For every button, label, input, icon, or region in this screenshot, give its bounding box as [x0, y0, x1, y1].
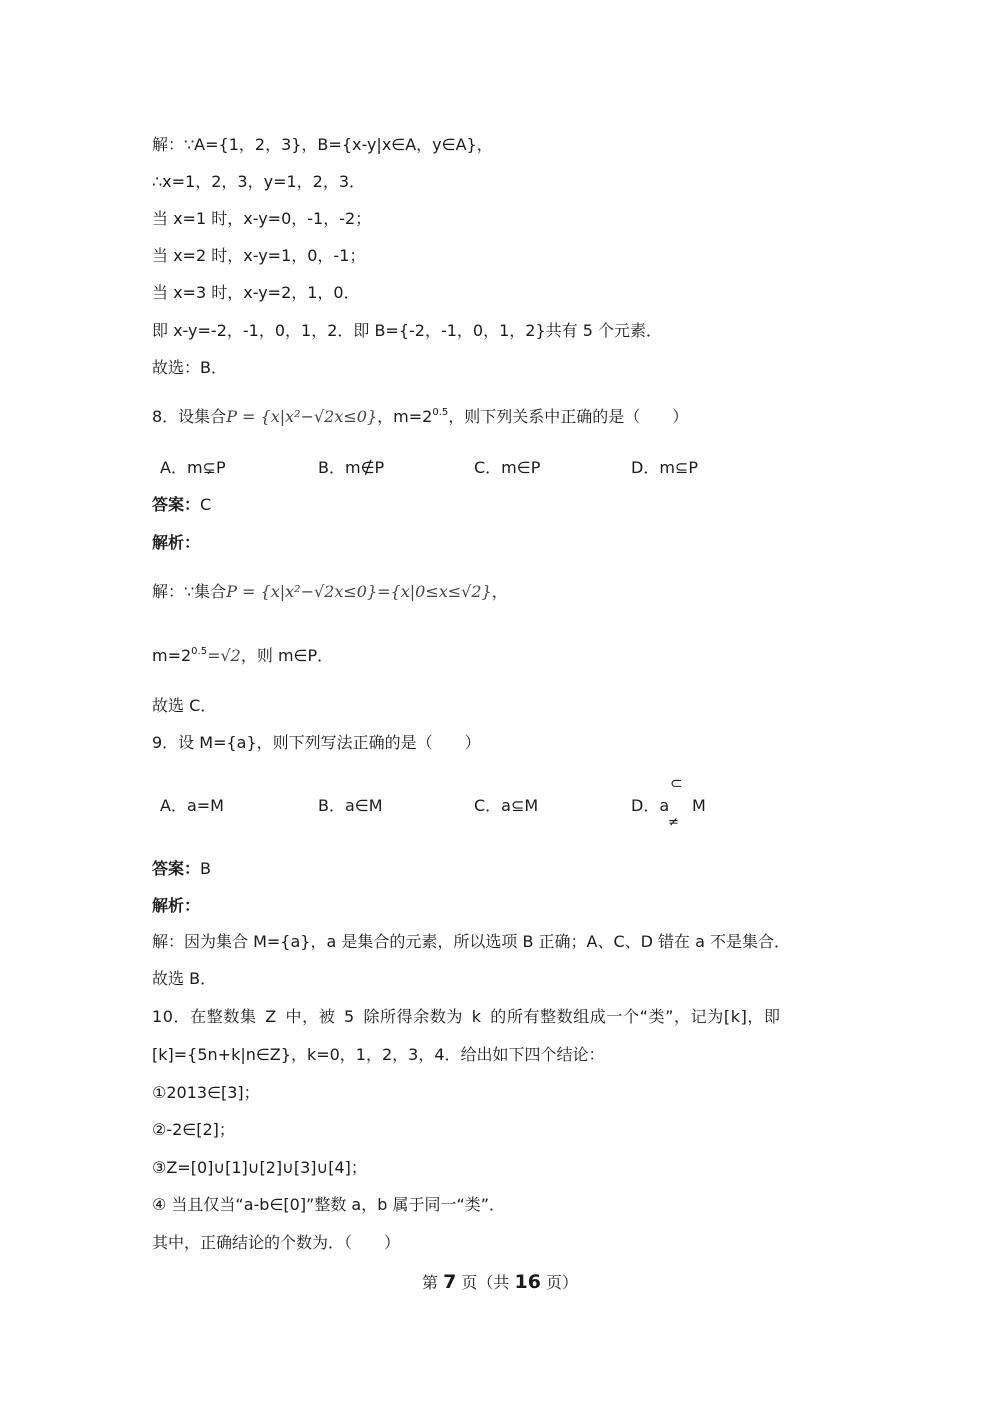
- q8-solution-line-2: [152, 645, 333, 667]
- q7-solution-line-5: 当 x=3 时，x-y=2，1，0．: [152, 283, 360, 302]
- q9-option-d-prefix: D．a: [631, 796, 670, 815]
- q10-item-1: ①2013∈[3]；: [152, 1083, 260, 1102]
- q9-analysis-label: 解析: [152, 896, 185, 915]
- q7-solution-line-4: 当 x=2 时，x-y=1，0，-1；: [152, 246, 366, 265]
- q10-item-2: ②-2∈[2]；: [152, 1120, 235, 1139]
- q9-solution-line-1: 解：因为集合 M={a}，a 是集合的元素，所以选项 B 正确；A、C、D 错在 a 不是集合．: [152, 932, 791, 951]
- q8-stem-m: ，m=2: [377, 407, 433, 426]
- q7-solution-line-3: 当 x=1 时，x-y=0，-1，-2；: [152, 209, 372, 228]
- q9-option-a: A．a=M: [160, 796, 224, 815]
- q8-solution-m-suffix: ，则 m∈P．: [240, 646, 334, 665]
- q10-stem-line-2: [k]={5n+k|n∈Z}，k=0，1，2，3，4．给出如下四个结论：: [152, 1045, 605, 1064]
- q8-solution-suffix: ，: [491, 582, 508, 601]
- q8-stem: [152, 406, 688, 428]
- q9-option-d-not-equal-symbol: ≠: [668, 815, 679, 830]
- footer-suffix: 页）: [540, 1273, 579, 1292]
- q8-answer: [152, 494, 211, 516]
- q8-option-b: B．m∉P: [318, 458, 385, 477]
- q8-solution-prefix: 解：∵集合: [152, 582, 227, 601]
- q9-conclusion: 故选 B．: [152, 969, 217, 988]
- q7-solution-line-6: 即 x-y=-2，-1，0，1，2．即 B={-2，-1，0，1，2}共有 5 个元素．: [152, 321, 662, 340]
- footer-page-number: 7: [443, 1271, 457, 1293]
- q8-stem-exponent: 0.5: [432, 407, 449, 418]
- q8-analysis-heading: [152, 532, 200, 554]
- q7-solution-line-2: ∴x=1，2，3，y=1，2，3．: [152, 172, 366, 191]
- footer-total-pages: 16: [514, 1271, 541, 1293]
- q8-solution-formula: P = {x|x²−√2x≤0}={x|0≤x≤√2}: [226, 582, 492, 601]
- page-footer: [0, 1270, 1000, 1293]
- q8-answer-value: C: [200, 495, 212, 514]
- q9-option-d-subset-symbol: ⊂: [670, 774, 683, 792]
- q7-solution-line-1: 解：∵A={1，2，3}，B={x-y|x∈A，y∈A}，: [152, 135, 493, 154]
- footer-prefix: 第: [421, 1273, 444, 1292]
- q7-conclusion: 故选：B．: [152, 358, 227, 377]
- q9-analysis-sep: ：: [184, 896, 201, 915]
- q8-solution-m: m=2: [152, 646, 192, 665]
- footer-middle: 页（共: [456, 1273, 515, 1292]
- q8-solution-sqrt: =√2: [207, 646, 241, 665]
- q10-item-3: ③Z=[0]∪[1]∪[2]∪[3]∪[4]；: [152, 1158, 367, 1177]
- q9-option-c: C．a⊆M: [474, 796, 539, 815]
- q9-answer-sep: ：: [184, 859, 201, 878]
- q9-option-b: B．a∈M: [318, 796, 383, 815]
- q8-solution-exponent: 0.5: [191, 646, 208, 657]
- q9-stem: 9．设 M={a}，则下列写法正确的是（ ）: [152, 733, 481, 752]
- q8-solution-line-1: [152, 581, 508, 603]
- q9-answer: [152, 858, 211, 880]
- q8-answer-sep: ：: [184, 495, 201, 514]
- q10-question: 其中，正确结论的个数为．（ ）: [152, 1233, 401, 1252]
- q8-conclusion: 故选 C．: [152, 696, 217, 715]
- q8-option-d: D．m⊆P: [631, 458, 698, 477]
- q8-stem-suffix: ，则下列关系中正确的是（ ）: [448, 407, 689, 426]
- q9-analysis-heading: [152, 895, 200, 917]
- q10-stem-line-1: 10．在整数集 Z 中，被 5 除所得余数为 k 的所有整数组成一个“类”，记为[k]，即: [152, 1007, 781, 1026]
- q8-analysis-sep: ：: [184, 533, 201, 552]
- q10-item-4: ④ 当且仅当“a-b∈[0]”整数 a，b 属于同一“类”．: [152, 1195, 506, 1214]
- q9-option-d-suffix: M: [692, 796, 706, 815]
- q8-answer-label: 答案: [152, 495, 185, 514]
- q9-answer-value: B: [200, 859, 212, 878]
- q8-set-formula: P = {x|x²−√2x≤0}: [226, 407, 378, 426]
- q8-option-a: A．m⊊P: [160, 458, 226, 477]
- q9-answer-label: 答案: [152, 859, 185, 878]
- q8-option-c: C．m∈P: [474, 458, 541, 477]
- q8-stem-prefix: 8．设集合: [152, 407, 227, 426]
- q8-analysis-label: 解析: [152, 533, 185, 552]
